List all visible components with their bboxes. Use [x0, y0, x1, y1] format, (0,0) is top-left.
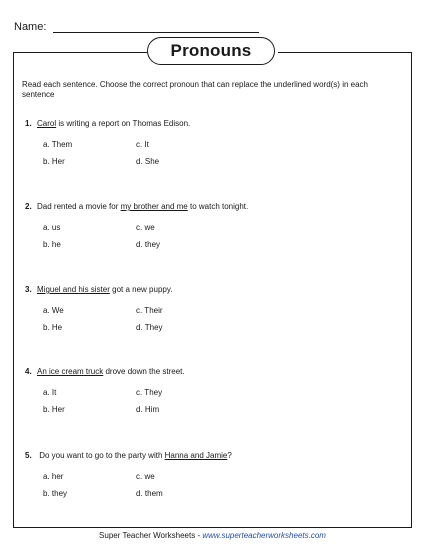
question-after: is writing a report on Thomas Edison. — [56, 119, 191, 128]
question-text — [25, 119, 190, 129]
name-label: Name: — [14, 21, 47, 33]
option-a[interactable]: a. We — [43, 306, 64, 315]
option-a[interactable]: a. Them — [43, 140, 73, 149]
question-after: ? — [227, 451, 232, 460]
question-text — [25, 367, 185, 377]
name-row — [14, 20, 259, 33]
title-rule-right — [278, 52, 412, 53]
option-c[interactable]: c. Their — [136, 306, 163, 315]
question-after: got a new puppy. — [109, 285, 173, 294]
option-a[interactable]: a. It — [43, 388, 57, 397]
option-d[interactable]: d. Him — [136, 405, 160, 414]
option-c[interactable]: c. we — [136, 223, 155, 232]
option-a[interactable]: a. her — [43, 472, 64, 481]
option-b[interactable]: b. Her — [43, 405, 65, 414]
question-underlined: Miguel and his sister — [37, 285, 110, 294]
worksheet-title-text: Pronouns — [170, 41, 252, 60]
question-text — [25, 202, 248, 212]
question-text — [25, 451, 232, 461]
question-after: drove down the street. — [103, 367, 185, 376]
option-c[interactable]: c. It — [136, 140, 149, 149]
option-b[interactable]: b. Her — [43, 157, 65, 166]
option-b[interactable]: b. he — [43, 240, 61, 249]
option-b[interactable]: b. they — [43, 489, 68, 498]
question-text — [25, 285, 172, 295]
question-underlined: my brother and me — [120, 202, 188, 211]
option-d[interactable]: d. They — [136, 323, 163, 332]
question-number: 2. — [25, 202, 32, 211]
name-line — [53, 20, 259, 33]
footer — [0, 531, 425, 540]
footer-separator: - — [195, 531, 203, 540]
question-number: 1. — [25, 119, 32, 128]
option-c[interactable]: c. we — [136, 472, 155, 481]
instructions: Read each sentence. Choose the correct pronoun that can replace the underlined word(s) in each sentence — [22, 80, 368, 99]
worksheet-title — [147, 37, 275, 65]
option-d[interactable]: d. they — [136, 240, 161, 249]
question-underlined: Carol — [37, 119, 57, 128]
title-rule-left — [13, 52, 147, 53]
question-underlined: Hanna and Jamie — [164, 451, 228, 460]
question-after: to watch tonight. — [187, 202, 249, 211]
footer-url-link[interactable]: www.superteacherworksheets.com — [202, 531, 326, 540]
option-a[interactable]: a. us — [43, 223, 61, 232]
question-number: 3. — [25, 285, 32, 294]
question-before: Do you want to go to the party with — [37, 451, 165, 460]
question-number: 5. — [25, 451, 32, 460]
option-c[interactable]: c. They — [136, 388, 163, 397]
option-d[interactable]: d. them — [136, 489, 163, 498]
option-d[interactable]: d. She — [136, 157, 160, 166]
question-before: Dad rented a movie for — [37, 202, 121, 211]
option-b[interactable]: b. He — [43, 323, 63, 332]
question-underlined: An ice cream truck — [37, 367, 104, 376]
footer-site-name: Super Teacher Worksheets — [99, 531, 196, 540]
question-number: 4. — [25, 367, 32, 376]
